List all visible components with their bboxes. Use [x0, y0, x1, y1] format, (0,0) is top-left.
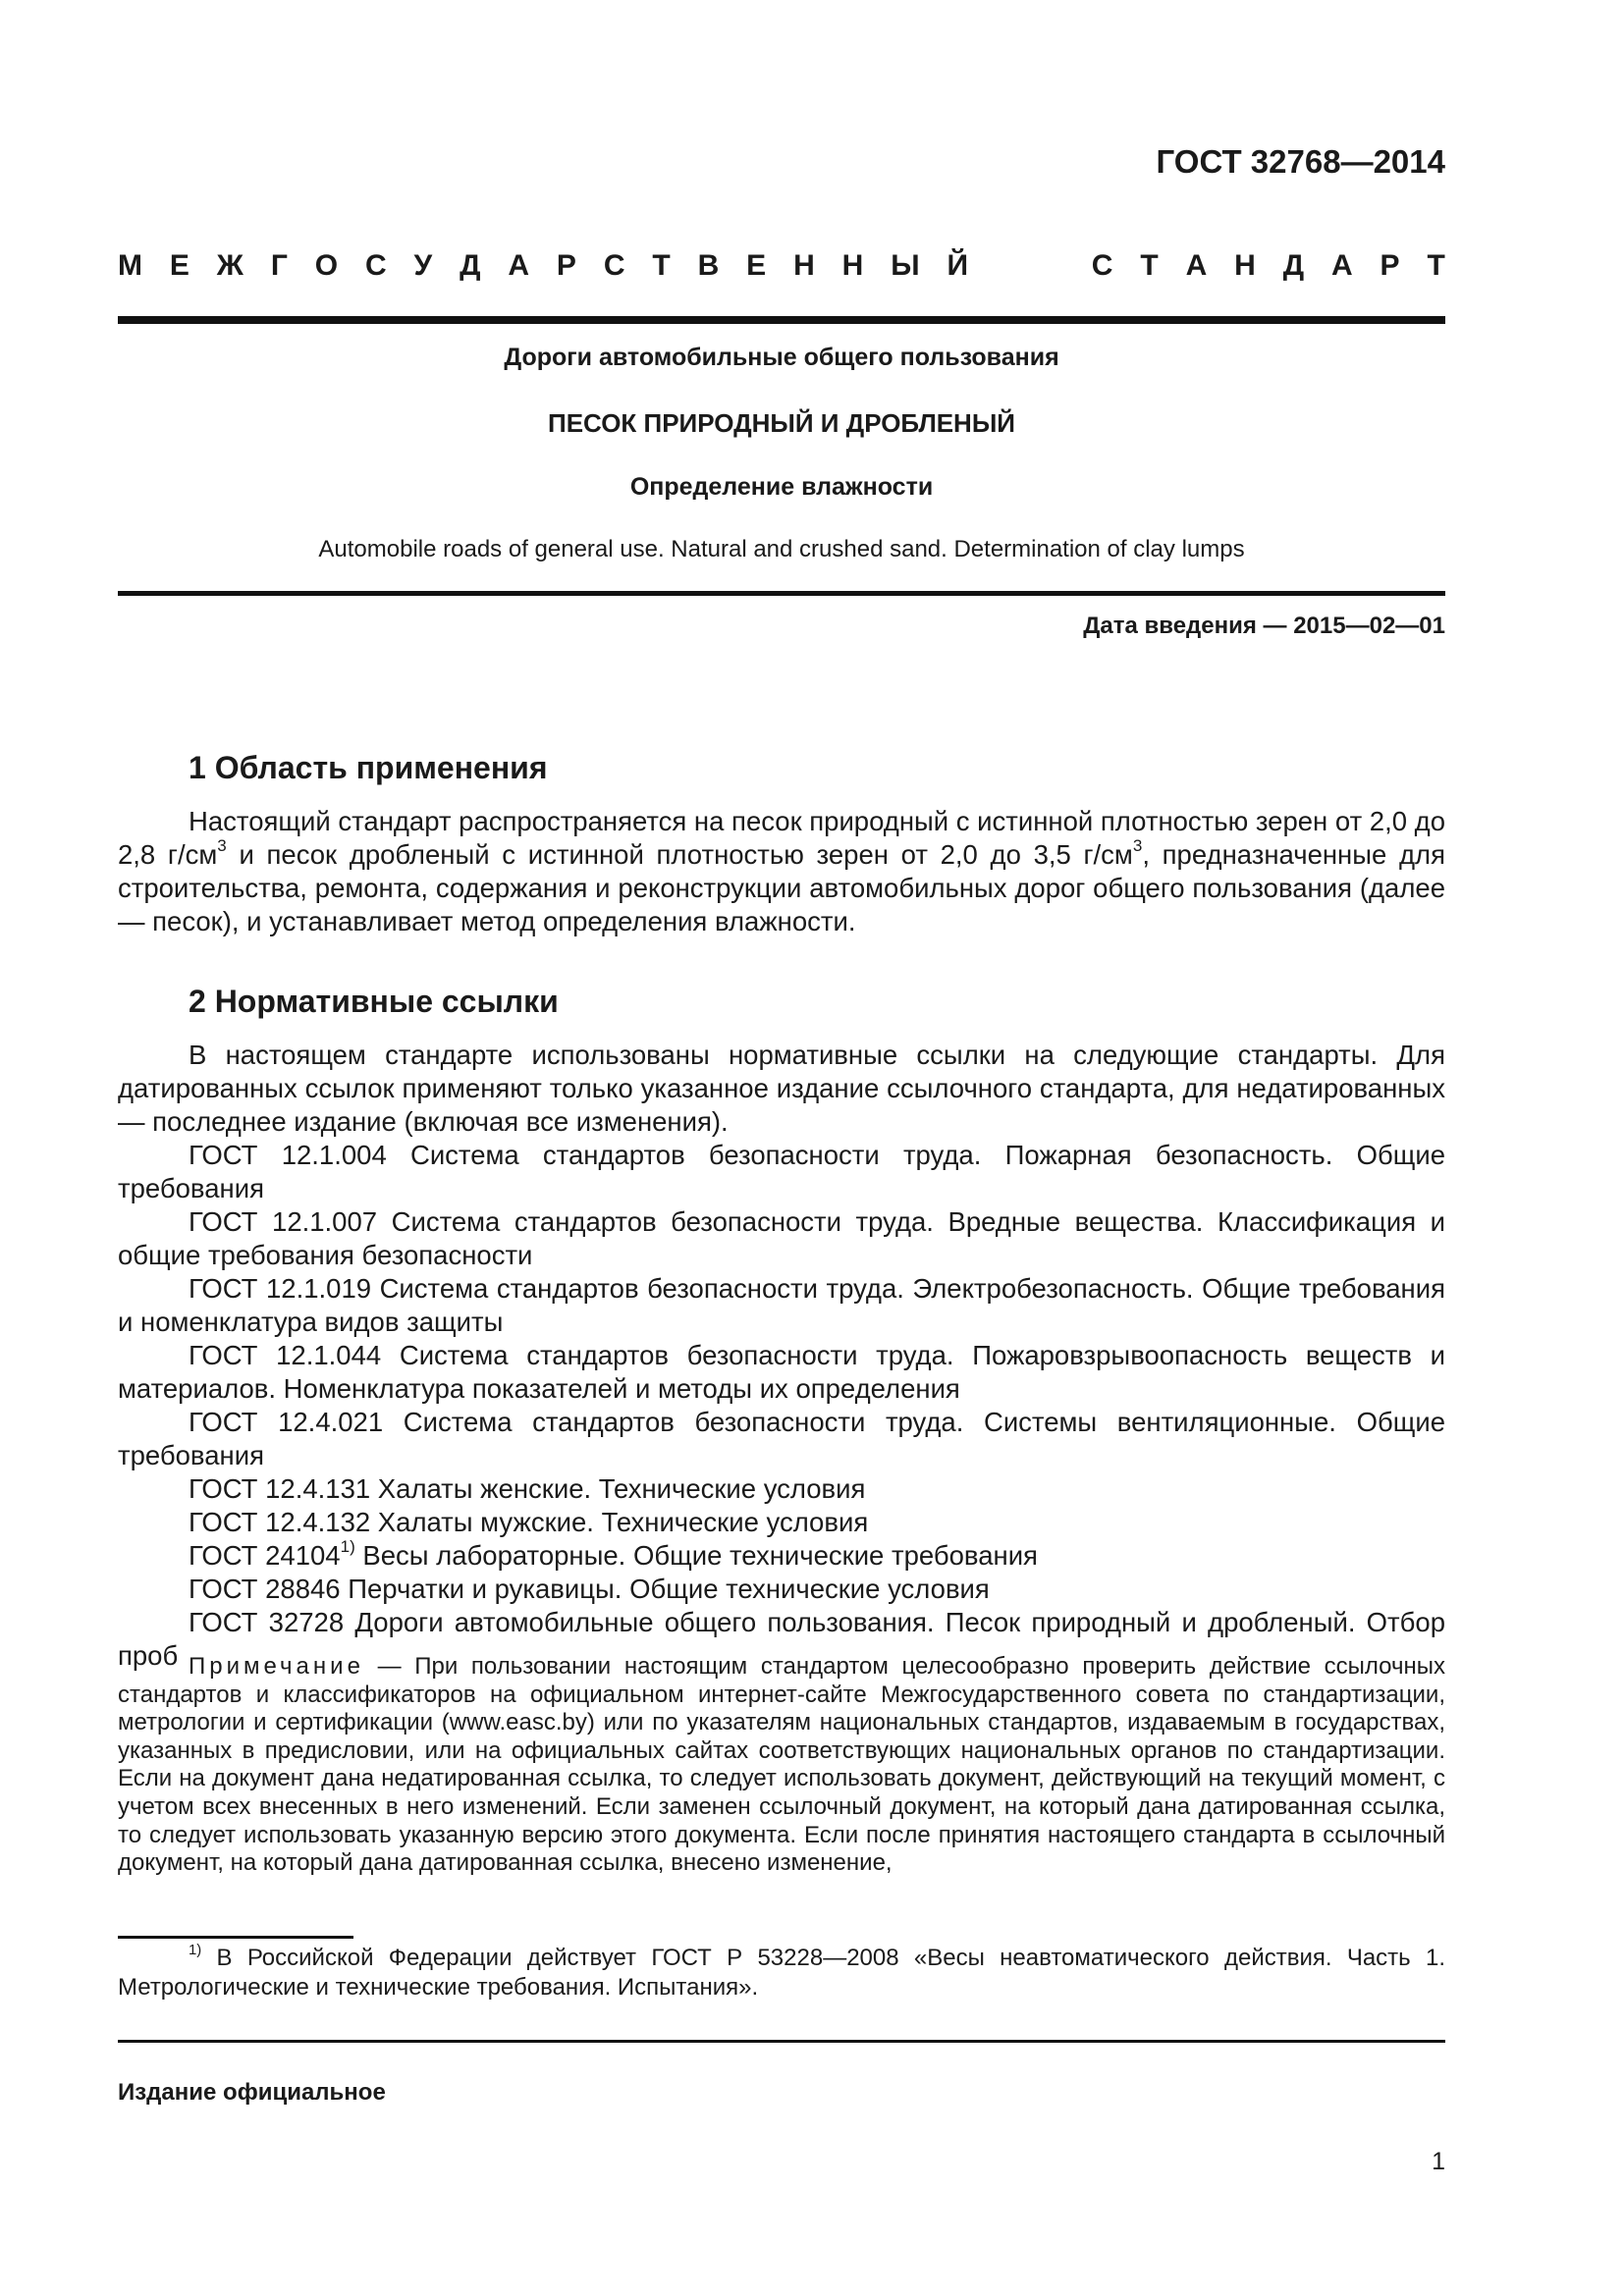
standard-type-letter: Д: [460, 249, 481, 282]
note-block: [118, 1653, 1445, 1878]
document-title: ПЕСОК ПРИРОДНЫЙ И ДРОБЛЕНЫЙ: [548, 408, 1015, 438]
section-2-heading: 2 Нормативные ссылки: [189, 984, 559, 1019]
standard-type-letter: Ж: [216, 249, 244, 282]
section-1-paragraph: [118, 805, 1445, 938]
reference-item: ГОСТ 12.4.131 Халаты женские. Технические условия: [189, 1473, 866, 1504]
footnote-rule: [118, 1936, 353, 1939]
standard-type-letter: А: [1330, 249, 1353, 282]
reference-item: ГОСТ 28846 Перчатки и рукавицы. Общие технические условия: [189, 1574, 990, 1604]
reference-item: ГОСТ 12.1.004 Система стандартов безопасности труда. Пожарная безопасность. Общие требования: [118, 1140, 1445, 1203]
footnote-mark: 1): [189, 1942, 202, 1958]
standard-type-letter: В: [697, 249, 720, 282]
section-2-intro: В настоящем стандарте использованы нормативные ссылки на следующие стандарты. Для датированных ссылок применяют только указанное издание ссылочного стандарта, для недатированных — последнее издание (включая все изменения).: [118, 1040, 1445, 1137]
document-subtitle: Определение влажности: [629, 473, 934, 501]
standard-type-letter: Т: [1140, 249, 1159, 282]
reference-item: ГОСТ 12.4.132 Халаты мужские. Технические условия: [189, 1507, 869, 1537]
standard-type-letter: С: [603, 249, 625, 282]
reference-code: ГОСТ 24104: [189, 1540, 341, 1571]
reference-item: ГОСТ 12.1.044 Система стандартов безопасности труда. Пожаровзрывоопасность веществ и материалов. Номенклатура показателей и методы их определения: [118, 1340, 1445, 1404]
section-1-text-c: , предназначенные для строительства, ремонта, содержания и реконструкции автомобильных дорог общего пользования (далее — песок), и устанавливает метод определения влажности.: [118, 839, 1445, 936]
standard-type-letter: Е: [746, 249, 767, 282]
section-1-text-b: и песок дробленый с истинной плотностью зерен от 2,0 до 3,5 г/см: [226, 839, 1133, 870]
header-rule: [118, 316, 1445, 324]
section-1-heading: 1 Область применения: [189, 750, 548, 785]
section-2-body: [118, 1039, 1445, 1673]
note-label: Примечание: [189, 1653, 364, 1680]
standard-type-letter: А: [1185, 249, 1208, 282]
title-rule: [118, 591, 1445, 596]
standard-type-line: [118, 249, 1445, 283]
standard-type-letter: Р: [1380, 249, 1400, 282]
footnote-marker: 1): [340, 1537, 355, 1557]
standard-type-letter: С: [364, 249, 387, 282]
superscript: 3: [1132, 836, 1143, 856]
section-1-text-a: Настоящий стандарт распространяется на песок природный с истинной плотностью зерен от 2,0 до 2,8 г/см: [118, 806, 1446, 870]
standard-type-letter: А: [508, 249, 530, 282]
standard-type-letter: Р: [556, 249, 576, 282]
reference-item: [118, 1539, 1445, 1573]
superscript: 3: [217, 836, 227, 856]
footnote-text: В Российской Федерации действует ГОСТ Р 53228—2008 «Весы неавтоматического действия. Часть 1. Метрологические и технические требования. Испытания».: [118, 1945, 1445, 2001]
standard-type-letter: Н: [793, 249, 815, 282]
introduction-date: Дата введения — 2015—02—01: [1083, 613, 1445, 639]
reference-item: ГОСТ 12.1.019 Система стандартов безопасности труда. Электробезопасность. Общие требования и номенклатура видов защиты: [118, 1273, 1445, 1337]
standard-type-letter: Й: [947, 249, 969, 282]
standard-type-letter: Г: [270, 249, 288, 282]
standard-type-letter: У: [413, 249, 433, 282]
standard-type-letter: Е: [169, 249, 189, 282]
reference-title: Весы лабораторные. Общие технические требования: [354, 1540, 1038, 1571]
reference-item: ГОСТ 32728 Дороги автомобильные общего пользования. Песок природный и дробленый. Отбор проб: [118, 1607, 1445, 1671]
standard-type-letter: О: [314, 249, 339, 282]
standard-type-letter: М: [118, 249, 142, 282]
reference-item: ГОСТ 12.1.007 Система стандартов безопасности труда. Вредные вещества. Классификация и общие требования безопасности: [118, 1206, 1445, 1270]
footnote: [118, 1944, 1445, 2002]
document-subject: Дороги автомобильные общего пользования: [504, 344, 1059, 371]
standard-type-letter: С: [1091, 249, 1113, 282]
doc-number: ГОСТ 32768—2014: [1156, 143, 1445, 180]
standard-type-letter: Т: [1427, 249, 1445, 282]
standard-type-letter: Ы: [891, 249, 920, 282]
footer-rule: [118, 2040, 1445, 2043]
standard-type-gap: [996, 249, 1064, 283]
standard-type-letter: Н: [1234, 249, 1256, 282]
note-text: — При пользовании настоящим стандартом целесообразно проверить действие ссылочных стандартов и классификаторов на официальном интернет-сайте Межгосударственного совета по стандартизации, метрологии и сертификации (www.easc.by) или по указателям национальных стандартов, издаваемым в государствах, указанных в предисловии, или на официальных сайтах соответствующих национальных органов по стандартизации. Если на документ дана недатированная ссылка, то следует использовать документ, действующий на текущий момент, с учетом всех внесенных в него изменений. Если заменен ссылочный документ, на который дана датированная ссылка, то следует использовать указанную версию этого документа. Если после принятия настоящего стандарта в ссылочный документ, на который дана датированная ссылка, внесено изменение,: [118, 1653, 1445, 1877]
page-number: 1: [1432, 2148, 1445, 2175]
standard-type-letter: Д: [1282, 249, 1305, 282]
standard-type-letter: Н: [841, 249, 864, 282]
edition-label: Издание официальное: [118, 2079, 386, 2106]
english-title: Automobile roads of general use. Natural and crushed sand. Determination of clay lumps: [318, 536, 1245, 562]
standard-type-letter: Т: [652, 249, 671, 282]
reference-item: ГОСТ 12.4.021 Система стандартов безопасности труда. Системы вентиляционные. Общие требования: [118, 1407, 1445, 1470]
